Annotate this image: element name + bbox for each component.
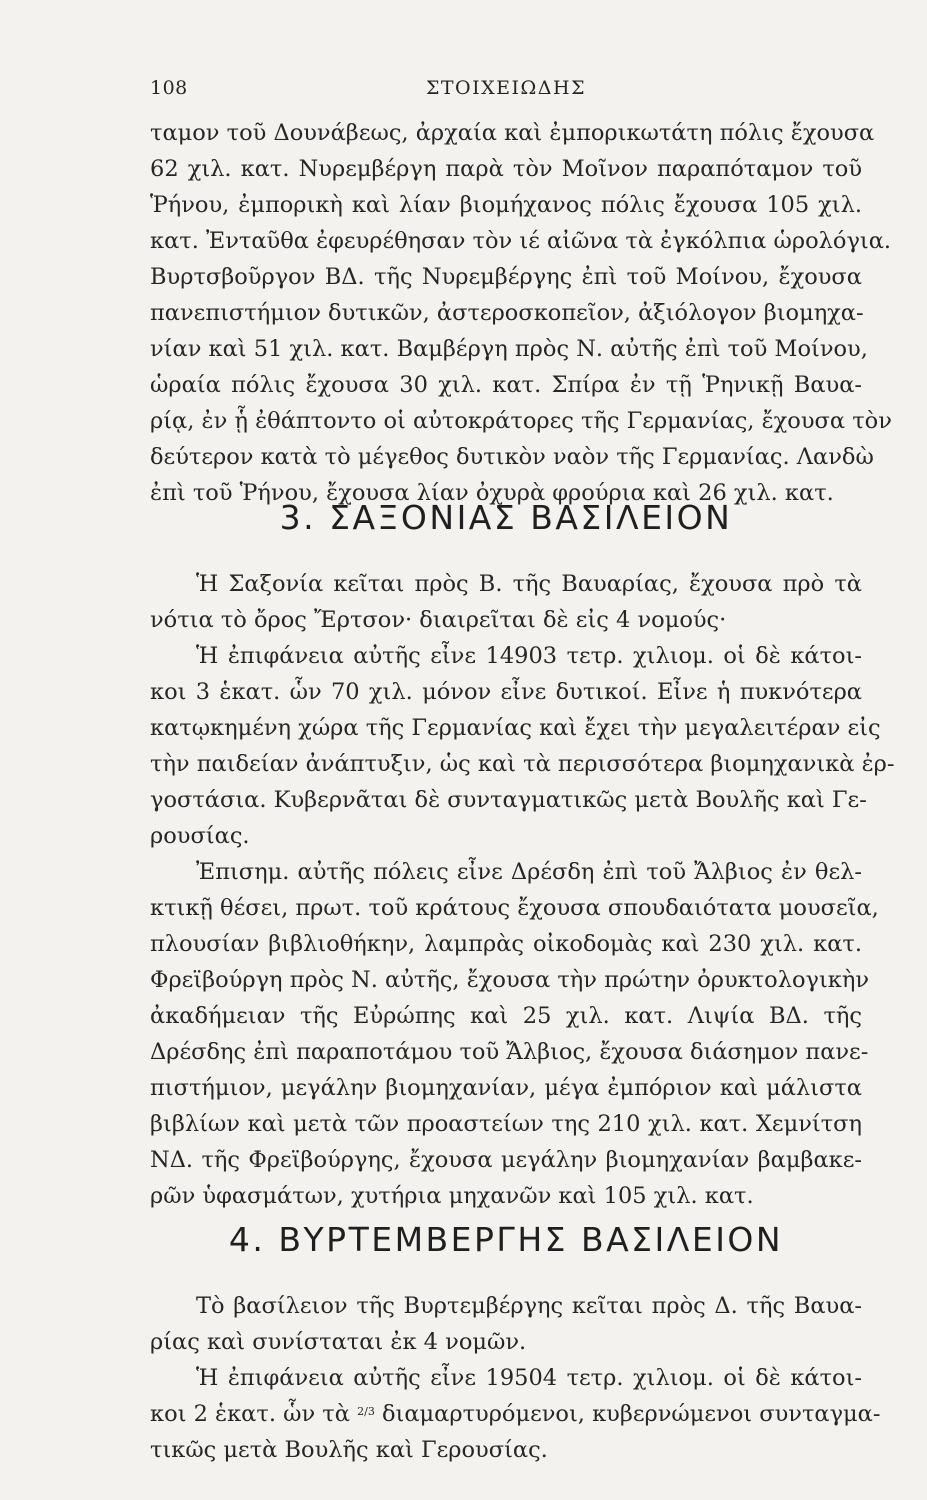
text-line: ΝΔ. τῆς Φρεϊβούργης, ἔχουσα μεγάλην βιομηχανίαν βαμβακε- [150, 1147, 862, 1173]
text-line: δεύτερον κατὰ τὸ μέγεθος δυτικὸν ναὸν τῆς Γερμανίας. Λανδὼ [150, 444, 874, 470]
text-line: Φρεϊβούργη πρὸς Ν. αὐτῆς, ἔχουσα τὴν πρώτην ὀρυκτολογικὴν [150, 967, 870, 993]
text-fragment: κοι 2 ἑκατ. ὧν τὰ [150, 1401, 350, 1427]
text-line: Τὸ βασίλειον τῆς Βυρτεμβέργης κεῖται πρὸς Δ. τῆς Βαυα- [196, 1293, 862, 1319]
text-line: Βυρτσβοῦργον ΒΔ. τῆς Νυρεμβέργης ἐπὶ τοῦ Μοίνου, ἔχουσα [150, 264, 862, 290]
text-line: ρίᾳ, ἐν ᾗ ἐθάπτοντο οἱ αὐτοκράτορες τῆς Γερμανίας, ἔχουσα τὸν [150, 408, 892, 434]
text-line: ταμον τοῦ Δουνάβεως, ἀρχαία καὶ ἐμπορικωτάτη πόλις ἔχουσα [150, 120, 875, 146]
text-line: Ἡ ἐπιφάνεια αὐτῆς εἶνε 14903 τετρ. χιλιομ. οἱ δὲ κάτοι- [196, 643, 862, 669]
text-line: κτικῇ θέσει, πρωτ. τοῦ κράτους ἔχουσα σπουδαιότατα μουσεῖα, [150, 895, 879, 921]
text-line-with-fraction [150, 1396, 881, 1432]
text-line: Ἐπισημ. αὐτῆς πόλεις εἶνε Δρέσδη ἐπὶ τοῦ Ἄλβιος ἐν θελ- [196, 859, 862, 885]
text-line: νότια τὸ ὄρος Ἔρτσον· διαιρεῖται δὲ εἰς 4 νομούς· [150, 607, 727, 633]
text-line: γοστάσια. Κυβερνᾶται δὲ συνταγματικῶς μετὰ Βουλῆς καὶ Γε- [150, 787, 867, 813]
text-line: κοι 3 ἑκατ. ὧν 70 χιλ. μόνον εἶνε δυτικοί. Εἶνε ἡ πυκνότερα [150, 679, 862, 705]
text-line: πιστήμιον, μεγάλην βιομηχανίαν, μέγα ἐμπόριον καὶ μάλιστα [150, 1075, 862, 1101]
text-line: ἀκαδήμειαν τῆς Εὐρώπης καὶ 25 χιλ. κατ. Λιψία ΒΔ. τῆς [150, 1003, 862, 1029]
text-line: Δρέσδης ἐπὶ παραποτάμου τοῦ Ἄλβιος, ἔχουσα διάσημον πανε- [150, 1039, 869, 1065]
text-line: Ἡ Σαξονία κεῖται πρὸς Β. τῆς Βαυαρίας, ἔχουσα πρὸ τὰ [196, 571, 862, 597]
text-line: ἐπὶ τοῦ Ῥήνου, ἔχουσα λίαν ὀχυρὰ φρούρια καὶ 26 χιλ. κατ. [150, 480, 834, 506]
section-heading-wurttemberg: 4. ΒΥΡΤΕΜΒΕΡΓΗΣ ΒΑΣΙΛΕΙΟΝ [228, 1220, 784, 1259]
text-line: πανεπιστήμιον δυτικῶν, ἀστεροσκοπεῖον, ἀξιόλογον βιομηχα- [150, 300, 864, 326]
text-line: 62 χιλ. κατ. Νυρεμβέργη παρὰ τὸν Μοῖνον παραπόταμον τοῦ [150, 156, 862, 182]
text-line: κατ. Ἐνταῦθα ἐφευρέθησαν τὸν ιέ αἰῶνα τὰ ἐγκόλπια ὡρολόγια. [150, 228, 892, 254]
fraction: 2/3 [357, 1405, 375, 1418]
text-line: πλουσίαν βιβλιοθήκην, λαμπρὰς οἰκοδομὰς καὶ 230 χιλ. κατ. [150, 931, 862, 957]
text-line: νίαν καὶ 51 χιλ. κατ. Βαμβέργη πρὸς Ν. αὐτῆς ἐπὶ τοῦ Μοίνου, [150, 336, 868, 362]
text-line: τὴν παιδείαν ἀνάπτυξιν, ὡς καὶ τὰ περισσότερα βιομηχανικὰ ἐρ- [150, 751, 895, 777]
text-line: Ῥήνου, ἐμπορικὴ καὶ λίαν βιομήχανος πόλις ἔχουσα 105 χιλ. [150, 192, 862, 218]
text-line: ρίας καὶ συνίσταται ἐκ 4 νομῶν. [150, 1329, 527, 1355]
text-line: ρῶν ὑφασμάτων, χυτήρια μηχανῶν καὶ 105 χιλ. κατ. [150, 1183, 754, 1209]
text-line: Ἡ ἐπιφάνεια αὐτῆς εἶνε 19504 τετρ. χιλιομ. οἱ δὲ κάτοι- [196, 1365, 862, 1391]
text-line: ὡραία πόλις ἔχουσα 30 χιλ. κατ. Σπίρα ἐν τῇ Ῥηνικῇ Βαυα- [150, 372, 862, 398]
text-fragment: διαμαρτυρόμενοι, κυβερνώμενοι συνταγμα- [381, 1401, 881, 1427]
running-title: ΣΤΟΙΧΕΙΩΔΗΣ [425, 77, 587, 99]
section-heading-saxony: 3. ΣΑΞΟΝΙΑΣ ΒΑΣΙΛΕΙΟΝ [279, 498, 733, 537]
page-header [150, 77, 862, 103]
page-number: 108 [150, 77, 188, 99]
text-line: τικῶς μετὰ Βουλῆς καὶ Γερουσίας. [150, 1437, 548, 1463]
text-line: κατῳκημένη χώρα τῆς Γερμανίας καὶ ἔχει τὴν μεγαλειτέραν εἰς [150, 715, 881, 741]
text-line: ρουσίας. [150, 823, 250, 849]
text-line: βιβλίων καὶ μετὰ τῶν προαστείων της 210 χιλ. κατ. Χεμνίτση [150, 1111, 862, 1137]
